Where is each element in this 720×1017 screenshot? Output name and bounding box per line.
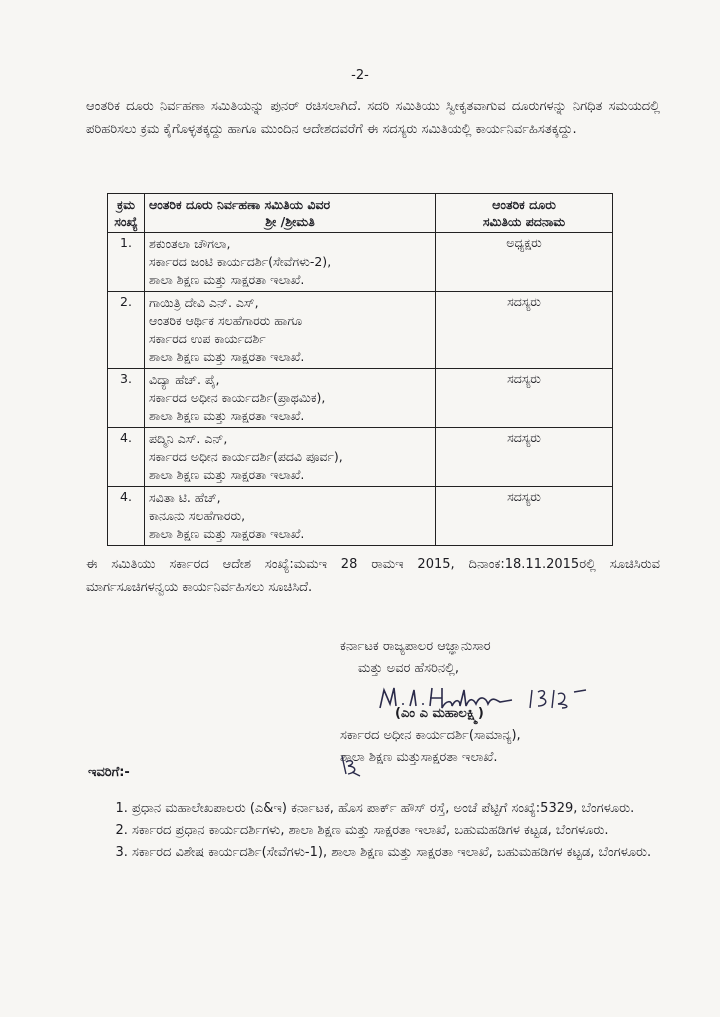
member-line: ಶಾಲಾ ಶಿಕ್ಷಣ ಮತ್ತು ಸಾಕ್ಷರತಾ ಇಲಾಖೆ.	[149, 272, 305, 287]
table-row	[108, 292, 613, 369]
role-header-line: ಸಮಿತಿಯ ಪದನಾಮ	[482, 214, 566, 229]
designation-line: ಸರ್ಕಾರದ ಅಧೀನ ಕಾರ್ಯದರ್ಶಿ(ಸಾಮಾನ್ಯ),	[340, 728, 521, 743]
member-role: ಸದಸ್ಯರು	[436, 292, 613, 369]
member-line: ಶಾಲಾ ಶಿಕ್ಷಣ ಮತ್ತು ಸಾಕ್ಷರತಾ ಇಲಾಖೆ.	[149, 408, 305, 423]
member-details	[145, 487, 436, 546]
member-role: ಸದಸ್ಯರು	[436, 428, 613, 487]
member-line: ಕಾನೂನು ಸಲಹೆಗಾರರು,	[149, 508, 246, 523]
member-details	[145, 292, 436, 369]
member-line: ಪದ್ಮಿನಿ ಎಸ್. ಎನ್,	[149, 431, 228, 446]
governor-order-line: ಮತ್ತು ಅವರ ಹೆಸರಿನಲ್ಲಿ,	[358, 661, 460, 676]
member-details	[145, 369, 436, 428]
row-number: 1.	[108, 233, 145, 292]
member-line: ಶಕುಂತಲಾ ಚೌಗಲಾ,	[149, 236, 231, 251]
governor-order-line: ಕರ್ನಾಟಕ ರಾಜ್ಯಪಾಲರ ಆಜ್ಞಾನುಸಾರ	[340, 639, 491, 654]
table-row	[108, 369, 613, 428]
member-role: ಅಧ್ಯಕ್ಷರು	[436, 233, 613, 292]
initials-mark	[338, 752, 362, 778]
committee-table	[107, 193, 613, 546]
member-line: ಗಾಯಿತ್ರಿ ದೇವಿ ಎನ್. ಎಸ್,	[149, 295, 259, 310]
role-header	[436, 194, 613, 233]
list-item: 3. ಸರ್ಕಾರದ ವಿಶೇಷ ಕಾರ್ಯದರ್ಶಿ(ಸೇವೆಗಳು-1), ಶಾಲಾ ಶಿಕ್ಷಣ ಮತ್ತು ಸಾಕ್ಷರತಾ ಇಲಾಖೆ, ಬಹುಮಹಡಿಗಳ ಕಟ್ಟಡ, ಬೆಂಗಳೂರು.	[132, 842, 684, 864]
table-header-row	[108, 194, 613, 233]
table-row	[108, 487, 613, 546]
intro-paragraph: ಆಂತರಿಕ ದೂರು ನಿರ್ವಹಣಾ ಸಮಿತಿಯನ್ನು ಪುನರ್ ರಚಿಸಲಾಗಿದೆ. ಸದರಿ ಸಮಿತಿಯು ಸ್ವೀಕೃತವಾಗುವ ದೂರುಗಳನ್ನು ನಿಗಧಿತ ಸಮಯದಲ್ಲಿ ಪರಿಹರಿಸಲು ಕ್ರಮ ಕೈಗೊಳ್ಳತಕ್ಕದ್ದು ಹಾಗೂ ಮುಂದಿನ ಆದೇಶದವರೆಗೆ ಈ ಸದಸ್ಯರು ಸಮಿತಿಯಲ್ಲಿ ಕಾರ್ಯನಿರ್ವಹಿಸತಕ್ಕದ್ದು.	[86, 99, 660, 137]
member-details	[145, 233, 436, 292]
recipients-heading: ಇವರಿಗೆ:-	[88, 765, 130, 780]
member-line: ಶಾಲಾ ಶಿಕ್ಷಣ ಮತ್ತು ಸಾಕ್ಷರತಾ ಇಲಾಖೆ.	[149, 467, 305, 482]
designation-line: ಶಾಲಾ ಶಿಕ್ಷಣ ಮತ್ತುಸಾಕ್ಷರತಾ ಇಲಾಖೆ.	[340, 750, 498, 765]
member-line: ಸವಿತಾ ಟಿ. ಹೆಚ್,	[149, 490, 221, 505]
row-number: 4.	[108, 487, 145, 546]
member-role: ಸದಸ್ಯರು	[436, 369, 613, 428]
role-header-line: ಆಂತರಿಕ ದೂರು	[492, 197, 556, 212]
member-line: ಸರ್ಕಾರದ ಅಧೀನ ಕಾರ್ಯದರ್ಶಿ(ಪ್ರಾಥಮಿಕ),	[149, 390, 326, 405]
member-line: ಸರ್ಕಾರದ ಜಂಟಿ ಕಾರ್ಯದರ್ಶಿ(ಸೇವೆಗಳು-2),	[149, 254, 332, 269]
signatory-designation	[340, 725, 521, 769]
member-role: ಸದಸ್ಯರು	[436, 487, 613, 546]
row-number: 2.	[108, 292, 145, 369]
page-number: -2-	[351, 68, 369, 83]
serial-header	[108, 194, 145, 233]
recipients-list	[108, 798, 684, 864]
name-header-line: ಶ್ರೀ /ಶ್ರೀಮತಿ	[265, 214, 315, 229]
closing-paragraph: ಈ ಸಮಿತಿಯು ಸರ್ಕಾರದ ಆದೇಶ ಸಂಖ್ಯೆ:ಮಮಇ 28 ರಾಮಇ 2015, ದಿನಾಂಕ:18.11.2015ರಲ್ಲಿ ಸೂಚಿಸಿರುವ ಮಾರ್ಗಸೂಚಿಗಳನ್ವಯ ಕಾರ್ಯನಿರ್ವಹಿಸಲು ಸೂಚಿಸಿದೆ.	[86, 557, 660, 595]
name-header	[145, 194, 436, 233]
signatory-name: (ಎಂ ಎ ಮಹಾಲಕ್ಷ್ಮಿ)	[395, 706, 484, 721]
serial-header-line: ಸಂಖ್ಯೆ	[114, 214, 138, 229]
member-line: ವಿದ್ಯಾ ಹೆಚ್. ಪೈ,	[149, 372, 220, 387]
member-line: ಸರ್ಕಾರದ ಅಧೀನ ಕಾರ್ಯದರ್ಶಿ(ಪದವಿ ಪೂರ್ವ),	[149, 449, 343, 464]
row-number: 3.	[108, 369, 145, 428]
governor-order	[340, 636, 491, 680]
serial-header-line: ಕ್ರಮ	[116, 197, 136, 212]
list-item: 2. ಸರ್ಕಾರದ ಪ್ರಧಾನ ಕಾರ್ಯದರ್ಶಿಗಳು, ಶಾಲಾ ಶಿಕ್ಷಣ ಮತ್ತು ಸಾಕ್ಷರತಾ ಇಲಾಖೆ, ಬಹುಮಹಡಿಗಳ ಕಟ್ಟಡ, ಬೆಂಗಳೂರು.	[132, 820, 684, 842]
member-line: ಸರ್ಕಾರದ ಉಪ ಕಾರ್ಯದರ್ಶಿ	[149, 331, 266, 346]
row-number: 4.	[108, 428, 145, 487]
member-details	[145, 428, 436, 487]
member-line: ಆಂತರಿಕ ಆರ್ಥಿಕ ಸಲಹೆಗಾರರು ಹಾಗೂ	[149, 313, 303, 328]
table-row	[108, 233, 613, 292]
table-row	[108, 428, 613, 487]
name-header-line: ಆಂತರಿಕ ದೂರು ನಿರ್ವಹಣಾ ಸಮಿತಿಯ ವಿವರ	[149, 197, 331, 212]
member-line: ಶಾಲಾ ಶಿಕ್ಷಣ ಮತ್ತು ಸಾಕ್ಷರತಾ ಇಲಾಖೆ.	[149, 349, 305, 364]
list-item: 1. ಪ್ರಧಾನ ಮಹಾಲೇಖಪಾಲರು (ಎ&ಇ) ಕರ್ನಾಟಕ, ಹೊಸ ಪಾರ್ಕ್ ಹೌಸ್ ರಸ್ತೆ, ಅಂಚೆ ಪೆಟ್ಟಿಗೆ ಸಂಖ್ಯೆ:5329, ಬೆಂಗಳೂರು.	[132, 798, 684, 820]
member-line: ಶಾಲಾ ಶಿಕ್ಷಣ ಮತ್ತು ಸಾಕ್ಷರತಾ ಇಲಾಖೆ.	[149, 526, 305, 541]
